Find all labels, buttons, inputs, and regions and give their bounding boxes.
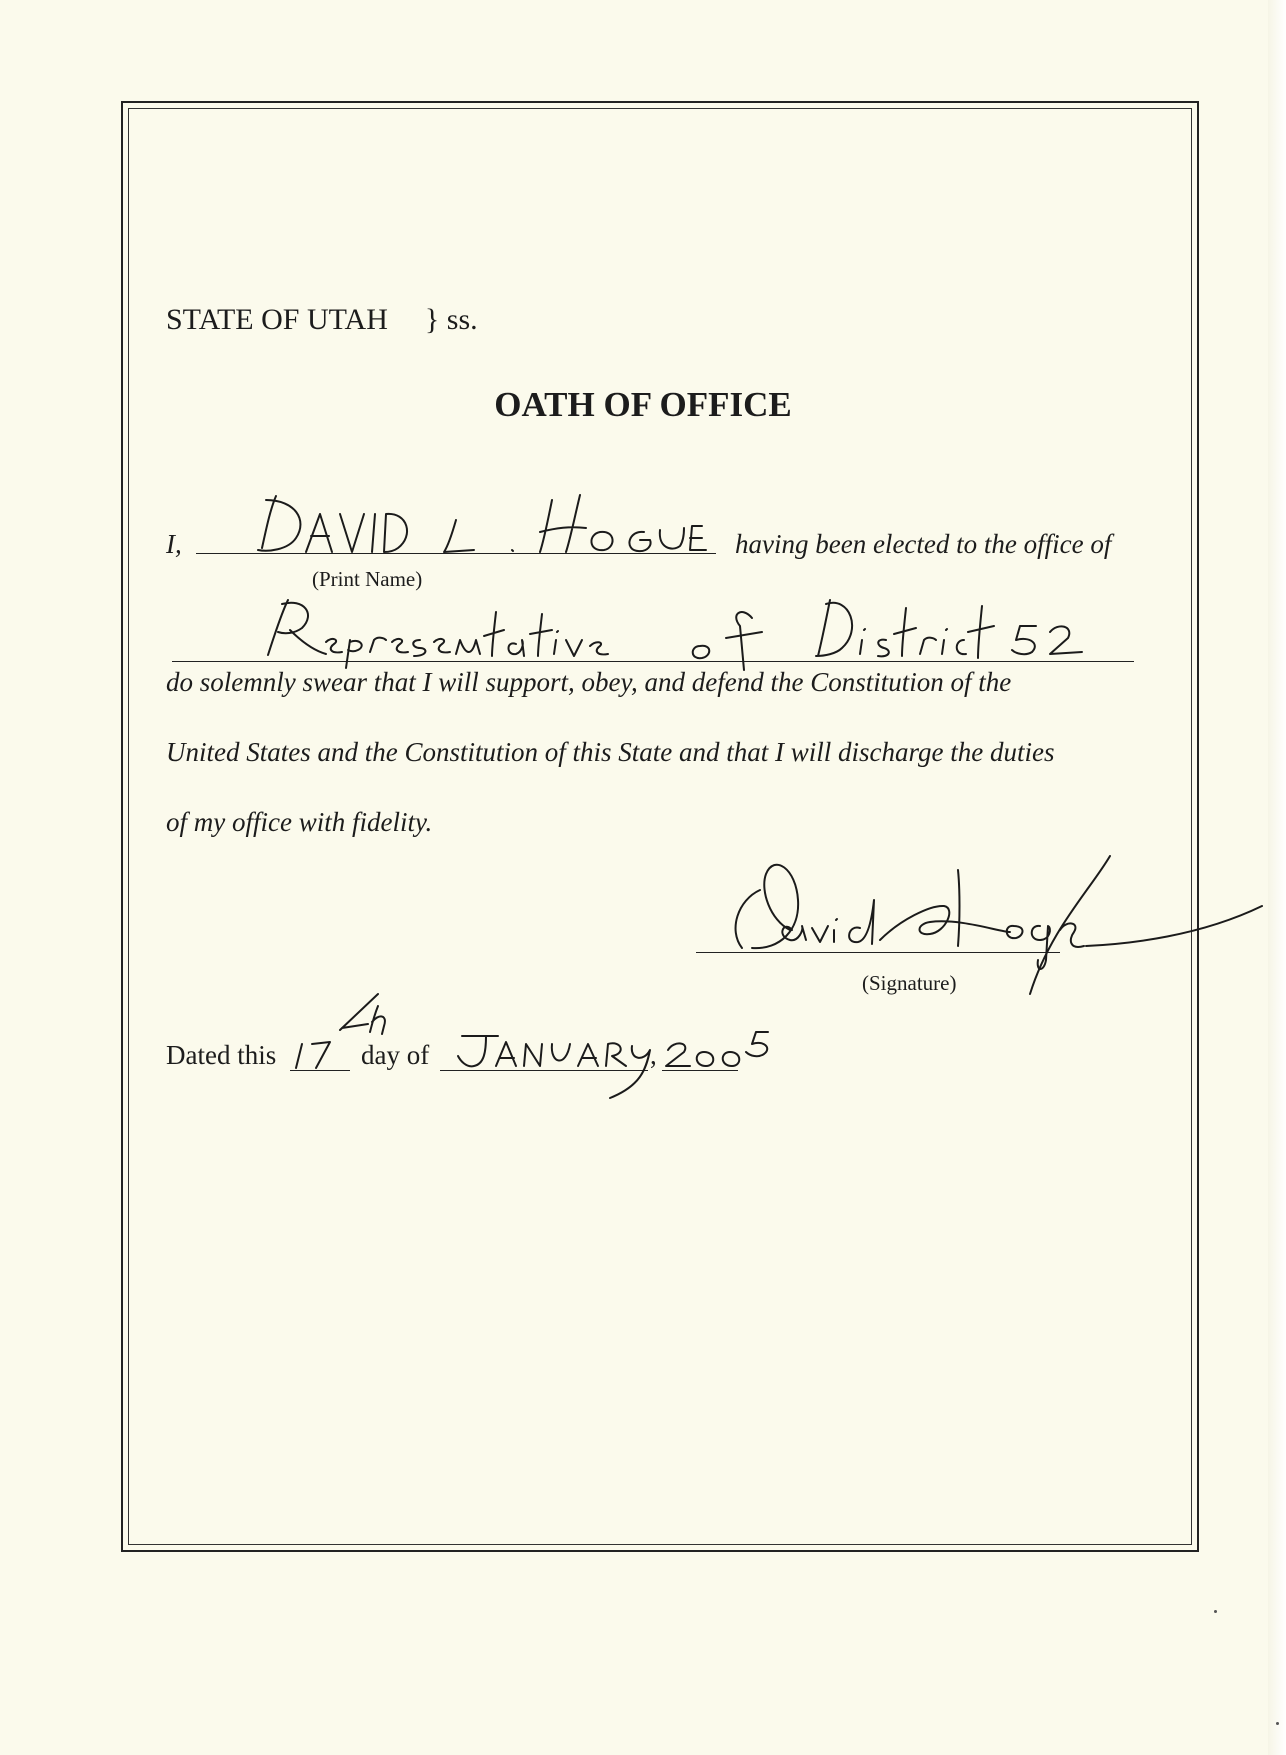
document-title: OATH OF OFFICE [494,385,792,424]
elected-text: having been elected to the office of [735,529,1112,559]
day-of-label: day of [361,1040,430,1070]
signature-caption: (Signature) [862,971,957,995]
date-comma: , [650,1040,657,1070]
ss-notation: } ss. [424,303,478,336]
oath-line-2: United States and the Constitution of this State and that I will discharge the duties [166,737,1055,767]
dated-label: Dated this [166,1040,277,1070]
print-name-caption: (Print Name) [312,567,423,591]
pronoun-i: I, [166,529,182,559]
oath-line-1: do solemnly swear that I will support, obey, and defend the Constitution of the [166,667,1012,697]
state-name: STATE OF UTAH [166,303,388,336]
oath-line-3: of my office with fidelity. [166,807,433,837]
